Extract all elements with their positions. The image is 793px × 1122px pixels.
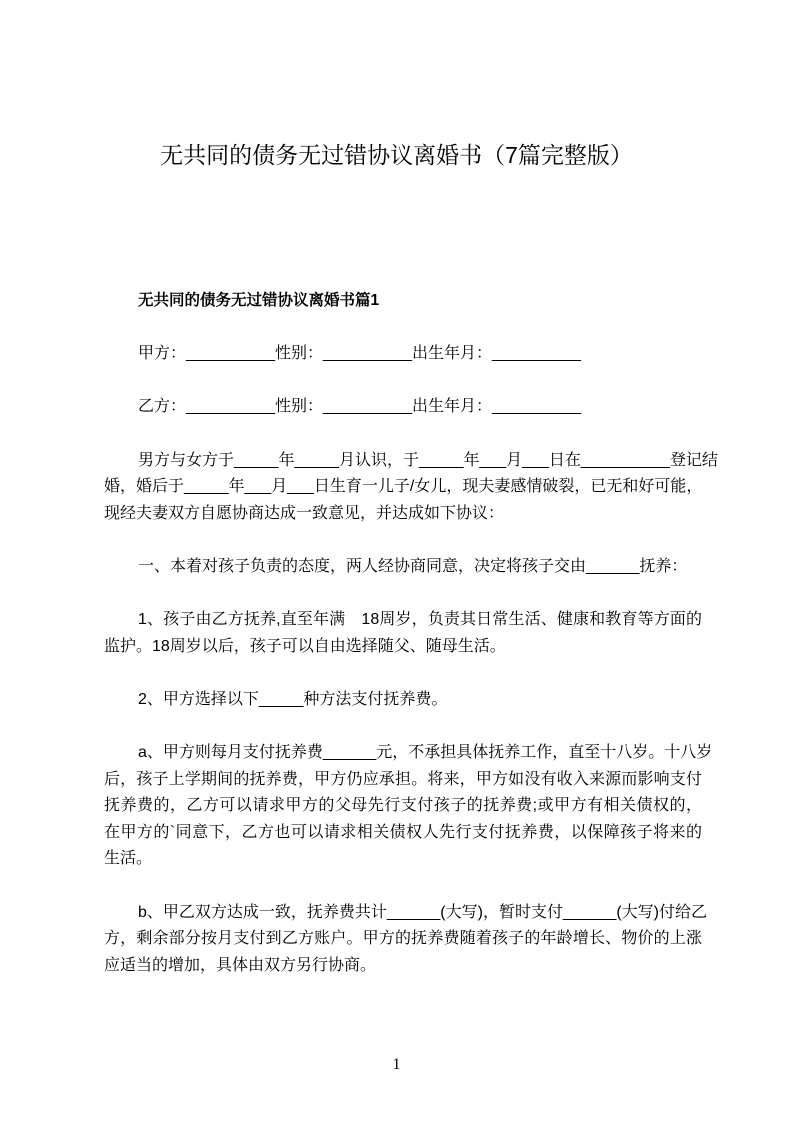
paragraph-option-b — [104, 900, 707, 980]
paragraph-acquaintance — [104, 448, 718, 528]
paragraph-line: 2、甲方选择以下_____种方法支付抚养费。 — [138, 690, 448, 708]
paragraph-line: 生活。 — [104, 850, 153, 868]
paragraph-option-a — [104, 740, 713, 873]
paragraph-line: 一、本着对孩子负责的态度，两人经协商同意，决定将孩子交由______抚养： — [138, 557, 688, 575]
paragraph-line: 婚，婚后于_____年___月___日生育一儿子/女儿，现夫妻感情破裂，已无和好可能， — [104, 478, 703, 496]
paragraph-line: 后，孩子上学期间的抚养费，甲方仍应承担。将来，甲方如没有收入来源而影响支付 — [104, 770, 702, 788]
paragraph-custody — [104, 607, 702, 660]
party-b-line: 乙方：__________性别：__________出生年月：__________ — [138, 398, 581, 416]
document-title: 无共同的债务无过错协议离婚书（7篇完整版） — [160, 142, 633, 168]
paragraph-line: a、甲方则每月支付抚养费______元，不承担具体抚养工作，直至十八岁。十八岁 — [138, 744, 713, 762]
document-body — [104, 288, 718, 1006]
paragraph-line: b、甲乙双方达成一致，抚养费共计______(大写)，暂时支付______(大写)付给乙 — [138, 903, 707, 921]
page-number: 1 — [392, 1056, 401, 1073]
paragraph-clause-1 — [104, 554, 702, 581]
paragraph-line: 监护。18周岁以后，孩子可以自由选择随父、随母生活。 — [104, 637, 506, 655]
paragraph-line: 现经夫妻双方自愿协商达成一致意见，并达成如下协议： — [104, 504, 505, 522]
section-heading: 无共同的债务无过错协议离婚书篇1 — [138, 292, 380, 309]
paragraph-line: 在甲方的`同意下，乙方也可以请求相关债权人先行支付抚养费，以保障孩子将来的 — [104, 823, 702, 841]
paragraph-line: 1、孩子由乙方抚养,直至年满 18周岁，负责其日常生活、健康和教育等方面的 — [138, 611, 702, 629]
paragraph-line: 男方与女方于_____年_____月认识，于_____年___月___日在__________登记结 — [138, 451, 718, 469]
paragraph-line: 抚养费的，乙方可以请求甲方的父母先行支付孩子的抚养费;或甲方有相关债权的， — [104, 797, 702, 815]
paragraph-line: 应适当的增加，具体由双方另行协商。 — [104, 956, 377, 974]
paragraph-payment-method — [104, 687, 702, 714]
party-a-line: 甲方：__________性别：__________出生年月：__________ — [138, 345, 581, 363]
paragraph-line: 方，剩余部分按月支付到乙方账户。甲方的抚养费随着孩子的年龄增长、物价的上涨 — [104, 930, 702, 948]
